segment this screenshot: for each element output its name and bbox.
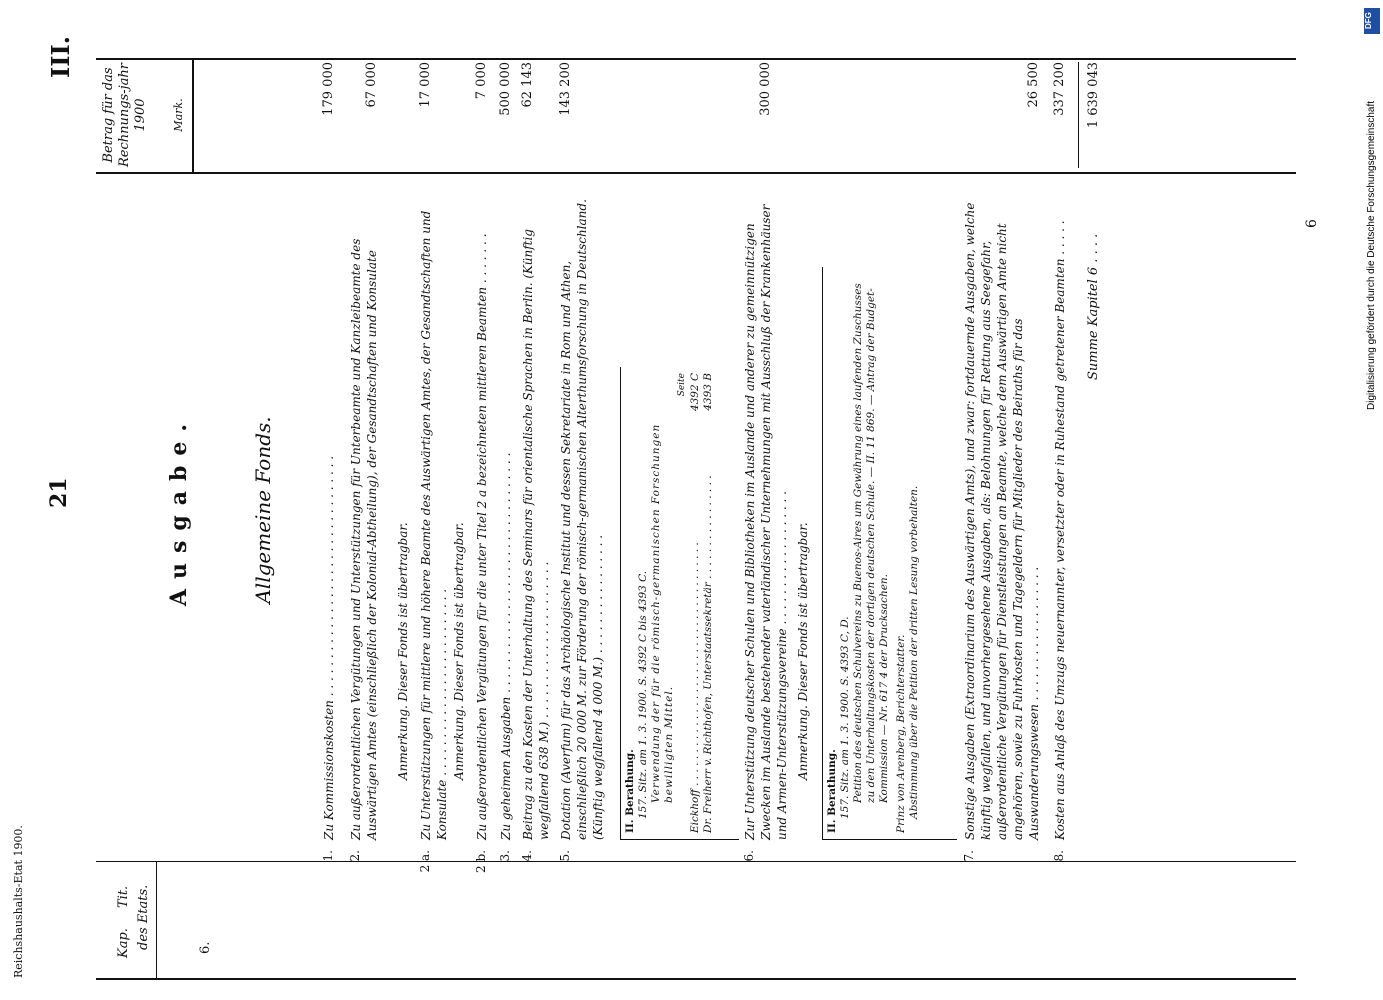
col-betrag: Betrag für das Rechnungs-jahr 1900 bbox=[101, 63, 148, 168]
row-amount: 500 000 bbox=[498, 62, 513, 116]
box-title: II. Berathung. bbox=[826, 749, 838, 833]
rule bbox=[96, 58, 1296, 60]
row-text: Dotation (Averfum) für das Archäologische Institut und dessen Sekretariate in Rom und Athen, einschließlich 20 000 M. zur Förderung der römisch-germanischen Alterthumsforschung in Deutschland. (Künftig wegfallend 4 000 M.) . . . . . . . . . . . . . . . . bbox=[559, 199, 605, 840]
row-text: Beitrag zu den Kosten der Unterhaltung des Seminars für orientalische Sprachen in Berlin. (Künftig wegfallend 638 M.) . . . . . . . . . . . . . . . . . . . . . bbox=[521, 229, 551, 840]
box-line: 157. Sitz. am 1. 3. 1900. S. 4392 C bis 4393 C. bbox=[637, 570, 649, 819]
box-line: Verwendung der für die römisch-germanischen Forschungen bewilligten Mittel. bbox=[650, 423, 675, 803]
berathung-box-1 bbox=[620, 367, 739, 840]
row-amount: 62 143 bbox=[520, 62, 535, 108]
row-amount: 337 200 bbox=[1052, 62, 1067, 116]
kapitel-number: 6. bbox=[198, 941, 213, 954]
row-text: Zu außerordentlichen Vergütungen und Unterstützungen für Unterbeamte und Kanzleibeamte des Auswärtigen Amtes (einschließlich der Kolonial-Abtheilung), der Gesandtschaften und Konsulate bbox=[349, 238, 379, 840]
row-text: Zu Kommissionskosten . . . . . . . . . . . . . . . . . . . . . . . . . . . . . . . . bbox=[322, 455, 336, 840]
rule bbox=[96, 978, 1296, 980]
box-line: Petition des deutschen Schulvereins zu Buenos-Aires um Gewährung eines laufenden Zuschusses zu den Unterhaltungskosten der dortigen deutschen Schule. — II. 11 869. — Antrag der Budget-Kommission — Nr. 617 4 der Drucksachen. bbox=[852, 283, 890, 803]
row-tit: 7. bbox=[962, 850, 976, 862]
box-speaker: Dr. Freiherr v. Richthofen, Unterstaatssekretär . . . . . . . . . . . . . . . . bbox=[702, 475, 714, 833]
summe-label: Summe Kapitel 6 . . . . bbox=[1086, 233, 1101, 380]
dfg-logo: DFG bbox=[1364, 8, 1380, 34]
row-tit: 5. bbox=[558, 850, 572, 862]
rotated-content bbox=[6, 0, 1336, 988]
berathung-box-2 bbox=[822, 267, 957, 840]
box-page: 4393 B bbox=[702, 373, 714, 411]
row-text: Zur Unterstützung deutscher Schulen und Bibliotheken im Auslande und anderer zu gemeinnützigen Zwecken im Auslande bestehender vaterländischer Unternehmungen mit Ausschluß der Krankenhäuser und Armen-Unterstützungsvereine . . . . . . . . . . . . . . . . . . bbox=[743, 204, 789, 840]
rule bbox=[96, 172, 1296, 174]
row-tit: 8. bbox=[1052, 850, 1066, 862]
box-speaker: Prinz von Arenberg, Berichterstatter. bbox=[895, 634, 907, 833]
row-text: Zu außerordentlichen Vergütungen für die unter Titel 2 a bezeichneten mittleren Beamten . . . . . . . bbox=[475, 233, 489, 840]
bottom-page-number: 6 bbox=[1304, 219, 1320, 228]
row-amount: 67 000 bbox=[364, 62, 379, 108]
row-text: Zu Unterstützungen für mittlere und höhere Beamte des Auswärtigen Amtes, der Gesandtschaften und Konsulate . . . . . . . . . . . . . . . . . . . . . . . . . bbox=[419, 210, 449, 840]
row-note: Anmerkung. Dieser Fonds ist übertragbar. bbox=[452, 522, 466, 780]
rule bbox=[192, 58, 194, 174]
rule bbox=[96, 861, 1296, 862]
col-des: des Etats. bbox=[136, 884, 151, 950]
footer-etat: Reichshaushalts-Etat 1900. bbox=[12, 825, 25, 978]
row-amount: 17 000 bbox=[418, 62, 433, 108]
col-tit: Tit. bbox=[116, 885, 131, 908]
row-note: Anmerkung. Dieser Fonds ist übertragbar. bbox=[796, 522, 810, 780]
row-tit: 1. bbox=[321, 850, 335, 862]
row-amount: 300 000 bbox=[758, 62, 773, 116]
box-line: Abstimmung über die Petition der dritten Lesung vorbehalten. bbox=[908, 485, 920, 819]
summe-amount: 1 639 043 bbox=[1086, 62, 1101, 129]
box-page: 4392 C bbox=[689, 373, 701, 412]
row-amount: 143 200 bbox=[558, 62, 573, 116]
box-speaker: Eickhoff . . . . . . . . . . . . . . . . . . . . . . . . . . . . . . . . . . . . . bbox=[689, 542, 701, 833]
box-title: II. Berathung. bbox=[624, 749, 636, 833]
row-tit: 6. bbox=[742, 850, 756, 862]
row-tit: 4. bbox=[520, 850, 534, 862]
row-text: Zu geheimen Ausgaben . . . . . . . . . . . . . . . . . . . . . . . . . . . . . . . . bbox=[499, 452, 513, 840]
row-amount: 7 000 bbox=[474, 62, 489, 100]
row-tit: 2 a. bbox=[418, 850, 432, 873]
rule bbox=[156, 862, 157, 980]
dfg-credit: Digitalisierung gefördert durch die Deutsche Forschungsgemeinschaft bbox=[1366, 100, 1377, 410]
box-line: 157. Sitz. am 1. 3. 1900. S. 4393 C, D. bbox=[839, 616, 851, 819]
section-number: III. bbox=[46, 35, 75, 78]
heading-ausgabe: Ausgabe. bbox=[166, 413, 192, 607]
sum-rule bbox=[1078, 62, 1079, 168]
table-frame bbox=[96, 60, 1296, 980]
row-text: Kosten aus Anlaß des Umzugs neuernannter, versetzter oder in Ruhestand getretener Beamten . . . . . bbox=[1053, 220, 1067, 840]
row-tit: 2 b. bbox=[474, 850, 488, 873]
row-tit: 3. bbox=[498, 850, 512, 862]
col-mark: Mark. bbox=[172, 98, 185, 132]
row-text: Sonstige Ausgaben (Extraordinarium des Auswärtigen Amts), und zwar: fortdauernde Ausgaben, welche künftig wegfallen, und unvorhergesehene Ausgaben, als: Belohnungen für Rettung aus Seegefahr, außerordentliche Vergütungen für Dienstleistungen an Beamte, welche dem Auswärtigen Amte nicht angehören, sowie zu Fuhrkosten und Tagegeldern für Mitglieder des Beiraths für das Auswanderungswesen . . . . . . . . . . . . . . . . . . bbox=[963, 202, 1041, 840]
page-number: 21 bbox=[46, 477, 72, 508]
subheading-fonds: Allgemeine Fonds. bbox=[251, 416, 275, 604]
row-amount: 179 000 bbox=[321, 62, 336, 116]
row-note: Anmerkung. Dieser Fonds ist übertragbar. bbox=[396, 522, 410, 780]
row-tit: 2. bbox=[348, 850, 362, 862]
col-kap: Kap. bbox=[116, 928, 131, 958]
box-seite: Seite bbox=[677, 373, 687, 397]
row-amount: 26 500 bbox=[1026, 62, 1041, 108]
